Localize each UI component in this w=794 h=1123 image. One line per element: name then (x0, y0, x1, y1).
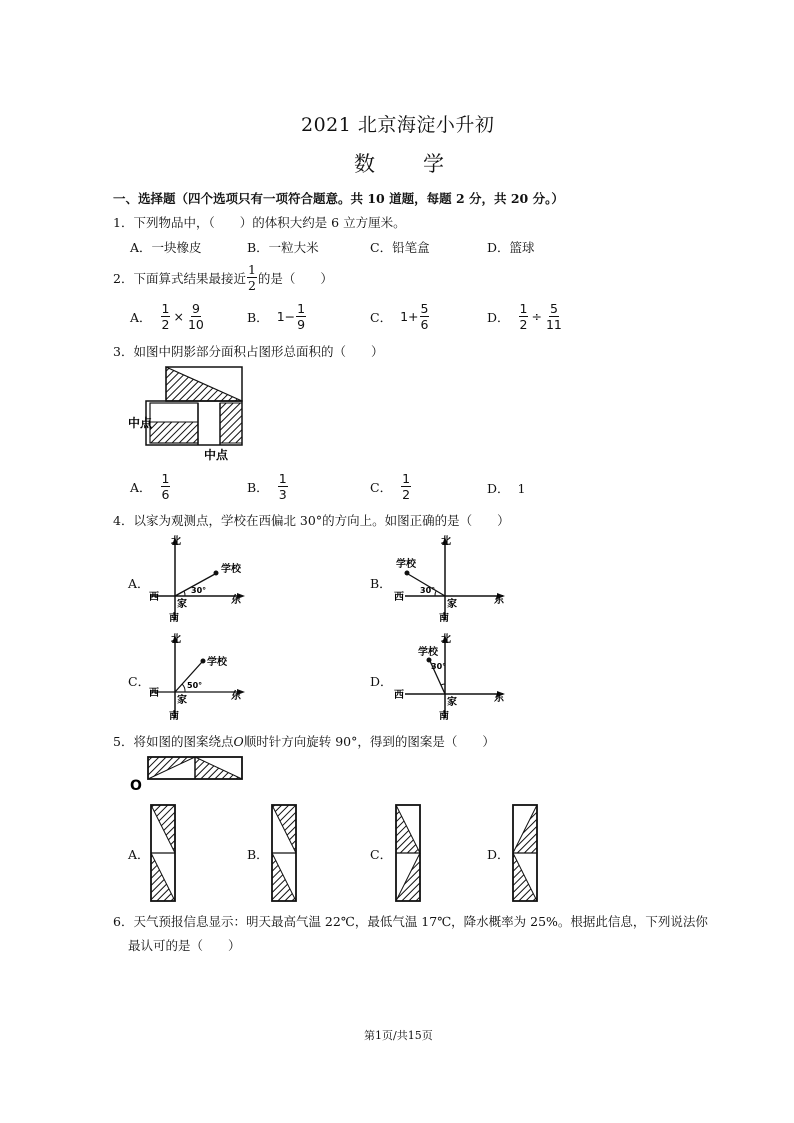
q4-label-a: A． (128, 576, 150, 591)
angle-label: 30° (431, 662, 447, 671)
fraction-denominator: 11 (545, 317, 562, 332)
west-label: 西 (394, 690, 404, 701)
fraction-numerator: 1 (278, 471, 287, 486)
q6-stem-line2: 最认可的是（ ） (128, 938, 241, 953)
fraction-denominator: 2 (247, 278, 256, 293)
q5-label-b: B． (247, 847, 269, 862)
operator: ÷ (531, 309, 542, 324)
school-label: 学校 (221, 564, 241, 575)
west-label: 西 (394, 592, 404, 603)
q3-option-b (247, 472, 289, 501)
fraction-numerator: 1 (402, 471, 411, 486)
fraction-numerator: 9 (191, 301, 200, 316)
q3-option-c (370, 472, 412, 501)
q3-option-d (487, 479, 525, 497)
q2-stem (113, 263, 333, 292)
south-label: 南 (169, 613, 179, 624)
q5-point-o-label: O (130, 778, 142, 794)
q5-option-a-figure (148, 803, 178, 903)
option-label: D． (487, 309, 510, 325)
q1-option-b: B．一粒大米 (247, 240, 319, 255)
school-label: 学校 (418, 647, 438, 658)
q3-option-a (130, 472, 171, 501)
fraction-denominator: 6 (161, 487, 170, 502)
q1-stem: 1．下列物品中，（ ）的体积大约是 6 立方厘米。 (113, 215, 406, 230)
angle-label: 30° (420, 586, 436, 595)
q2-stem-after: 的是（ ） (257, 270, 333, 286)
q5-point-o: O (233, 733, 244, 749)
option-label: B． (247, 309, 269, 325)
fraction-denominator: 3 (278, 487, 287, 502)
q4-stem: 4．以家为观测点，学校在西偏北 30°的方向上。如图正确的是（ ） (113, 513, 510, 528)
fraction-denominator: 10 (187, 317, 204, 332)
home-label: 家 (177, 599, 187, 610)
q2-stem-fraction (247, 263, 257, 292)
q5-stem (113, 732, 495, 750)
q5-stem-before: 5．将如图的图案绕点 (113, 734, 234, 749)
angle-label: 30° (191, 586, 207, 595)
north-label: 北 (441, 634, 451, 645)
option-label: C． (370, 479, 393, 495)
q6-stem-line1: 6．天气预报信息显示：明天最高气温 22℃，最低气温 17℃，降水概率为 25%。根据此信息，下列说法你 (113, 914, 708, 929)
expr-lead: 1+ (400, 309, 419, 324)
option-label: A． (130, 479, 152, 495)
fraction-denominator: 2 (402, 487, 411, 502)
fraction-denominator: 9 (297, 317, 306, 332)
q5-stem-after: 顺时针方向旋转 90°，得到的图案是（ ） (243, 734, 495, 749)
q1-option-a: A．一块橡皮 (130, 240, 202, 255)
q2-option-d (487, 302, 564, 331)
fraction-denominator: 2 (519, 317, 528, 332)
south-label: 南 (439, 613, 449, 624)
q2-option-a (130, 302, 206, 331)
option-label: A． (130, 309, 152, 325)
q5-label-c: C． (370, 847, 393, 862)
q5-original-figure (128, 752, 258, 792)
q5-label-d: D． (487, 847, 510, 862)
home-label: 家 (177, 695, 187, 706)
expr-lead: 1− (276, 309, 296, 324)
home-label: 家 (447, 599, 457, 610)
fraction-denominator: 6 (420, 317, 429, 332)
q3-label-midpoint-bottom: 中点 (204, 448, 229, 462)
q4-compass-d (390, 633, 510, 723)
q5-label-a: A． (128, 847, 150, 862)
north-label: 北 (171, 634, 181, 645)
fraction-numerator: 5 (420, 301, 429, 316)
fraction-denominator: 2 (161, 317, 170, 332)
q4-compass-b (390, 535, 510, 625)
q3-label-midpoint-left: 中点 (128, 416, 153, 430)
q3-top-shaded-triangle (166, 367, 242, 401)
q4-compass-a (145, 535, 255, 625)
q5-option-d-figure (510, 803, 540, 903)
q4-compass-c (145, 633, 255, 723)
east-label: 东 (231, 691, 241, 702)
south-label: 南 (169, 711, 179, 722)
page-title: 2021 北京海淀小升初 (301, 114, 495, 136)
east-label: 东 (494, 693, 504, 704)
school-label: 学校 (396, 559, 416, 570)
q2-option-b (247, 302, 307, 331)
school-label: 学校 (207, 657, 227, 668)
home-label: 家 (447, 697, 457, 708)
north-label: 北 (441, 536, 451, 547)
operator: × (173, 309, 184, 324)
west-label: 西 (149, 688, 159, 699)
q1-option-c: C．铅笔盒 (370, 240, 430, 255)
fraction-numerator: 1 (247, 262, 256, 277)
south-label: 南 (439, 711, 449, 722)
fraction-numerator: 1 (519, 301, 528, 316)
q3-left-shaded (150, 422, 198, 443)
q4-label-d: D． (370, 674, 393, 689)
q1-option-d: D．篮球 (487, 240, 535, 255)
q4-label-b: B． (370, 576, 392, 591)
q4-label-c: C． (128, 674, 151, 689)
option-label: D． (487, 481, 510, 496)
q2-stem-before: 2．下面算式结果最接近 (113, 270, 246, 286)
option-label: C． (370, 309, 393, 325)
q5-option-c-figure (393, 803, 423, 903)
q3-right-shaded (220, 403, 242, 443)
q3-stem: 3．如图中阴影部分面积占图形总面积的（ ） (113, 344, 384, 359)
east-label: 东 (231, 595, 241, 606)
fraction-numerator: 1 (161, 301, 170, 316)
subject-title: 数 学 (354, 152, 446, 176)
angle-label: 50° (187, 681, 203, 690)
q2-option-c (370, 302, 430, 331)
page-footer: 第1页/共15页 (364, 1029, 433, 1042)
q5-option-b-figure (269, 803, 299, 903)
north-label: 北 (171, 536, 181, 547)
fraction-numerator: 5 (549, 301, 558, 316)
option-value: 1 (517, 480, 526, 496)
west-label: 西 (149, 592, 159, 603)
east-label: 东 (494, 595, 504, 606)
section-heading: 一、选择题（四个选项只有一项符合题意。共 10 道题，每题 2 分，共 20 分。） (113, 191, 564, 206)
option-label: B． (247, 479, 269, 495)
fraction-numerator: 1 (297, 301, 306, 316)
q3-figure (120, 360, 270, 470)
fraction-numerator: 1 (161, 471, 170, 486)
